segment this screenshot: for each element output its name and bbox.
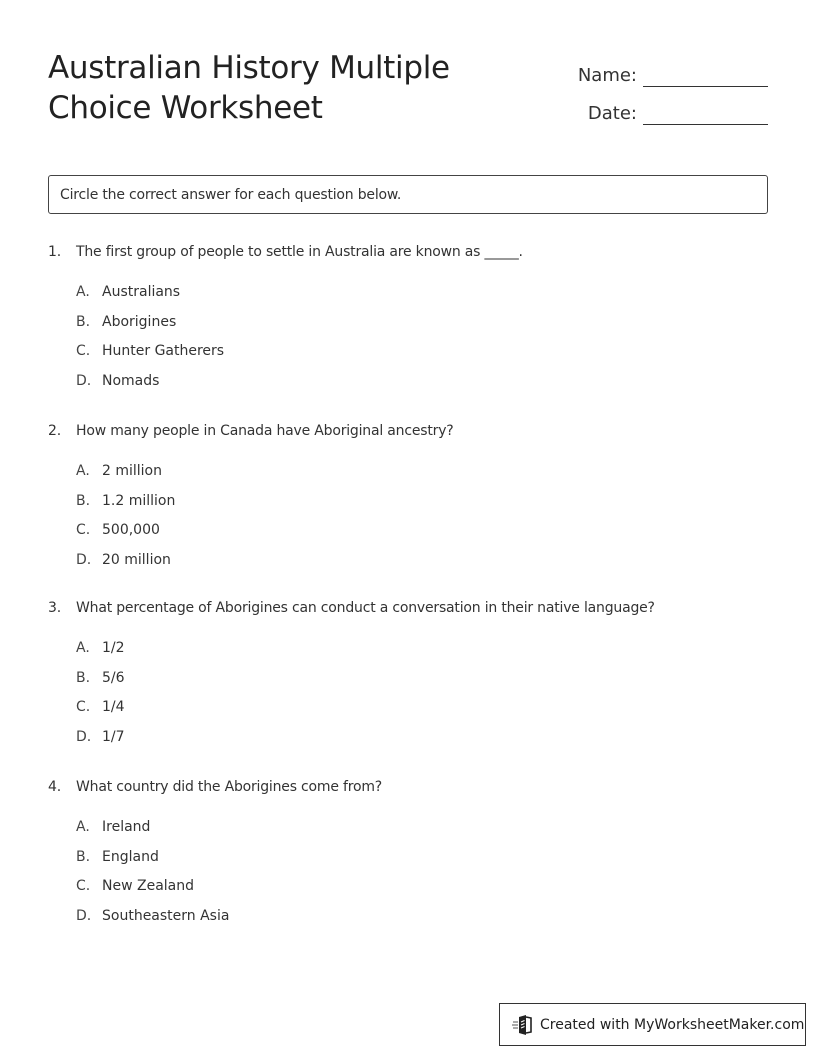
option-text: 2 million <box>102 463 162 479</box>
option-letter: C. <box>76 699 91 715</box>
answer-options <box>48 638 768 756</box>
option-letter: D. <box>76 551 92 568</box>
option-text: Australians <box>102 284 181 300</box>
option-letter: C. <box>76 878 91 894</box>
question-stem <box>48 598 768 618</box>
option-c[interactable] <box>76 520 768 550</box>
option-b[interactable] <box>76 847 768 877</box>
option-text: 500,000 <box>102 522 160 538</box>
option-text: Aborigines <box>102 313 177 330</box>
option-b[interactable] <box>76 668 768 698</box>
option-text: England <box>102 848 159 865</box>
option-d[interactable] <box>76 371 768 401</box>
question-text: The first group of people to settle in Australia are known as _____. <box>76 244 523 260</box>
option-text: Hunter Gatherers <box>102 343 225 359</box>
page-title: Australian History Multiple Choice Worksheet <box>48 50 450 126</box>
question-stem <box>48 421 768 441</box>
name-blank-line[interactable] <box>643 67 768 87</box>
option-letter: C. <box>76 343 91 359</box>
question-2 <box>48 421 768 579</box>
option-text: 1/7 <box>102 728 125 745</box>
option-b[interactable] <box>76 491 768 521</box>
question-text: What percentage of Aborigines can conduct a conversation in their native language? <box>76 600 655 616</box>
option-text: 5/6 <box>102 669 125 686</box>
question-text: What country did the Aborigines come from? <box>76 779 383 795</box>
option-letter: D. <box>76 372 92 389</box>
option-letter: D. <box>76 907 92 924</box>
question-3 <box>48 598 768 756</box>
name-label: Name: <box>577 65 637 86</box>
question-stem <box>48 777 768 797</box>
option-letter: D. <box>76 728 92 745</box>
footer-text: Created with MyWorksheetMaker.com <box>540 1016 805 1033</box>
question-number: 3. <box>48 600 61 616</box>
worksheet-maker-logo-icon <box>512 1014 534 1036</box>
option-letter: C. <box>76 522 91 538</box>
option-letter: B. <box>76 669 91 686</box>
option-text: 20 million <box>102 551 171 568</box>
option-text: 1/4 <box>102 699 125 715</box>
name-field[interactable] <box>568 50 768 88</box>
option-text: Southeastern Asia <box>102 907 230 924</box>
question-4 <box>48 777 768 935</box>
option-b[interactable] <box>76 312 768 342</box>
option-d[interactable] <box>76 550 768 580</box>
option-d[interactable] <box>76 906 768 936</box>
question-number: 4. <box>48 779 61 795</box>
option-letter: B. <box>76 848 91 865</box>
question-number: 2. <box>48 423 61 439</box>
answer-options <box>48 817 768 935</box>
option-c[interactable] <box>76 876 768 906</box>
option-c[interactable] <box>76 697 768 727</box>
question-number: 1. <box>48 244 61 260</box>
option-letter: A. <box>76 463 90 479</box>
student-info <box>568 50 768 126</box>
option-text: 1/2 <box>102 640 125 656</box>
option-a[interactable] <box>76 461 768 491</box>
option-a[interactable] <box>76 638 768 668</box>
question-text: How many people in Canada have Aboriginal ancestry? <box>76 423 454 439</box>
option-a[interactable] <box>76 817 768 847</box>
date-blank-line[interactable] <box>643 105 768 125</box>
option-d[interactable] <box>76 727 768 757</box>
instructions-box: Circle the correct answer for each question below. <box>48 175 768 214</box>
question-stem <box>48 242 768 262</box>
created-with-badge[interactable] <box>499 1003 806 1046</box>
answer-options <box>48 461 768 579</box>
question-1 <box>48 242 768 400</box>
date-field[interactable] <box>568 88 768 126</box>
option-letter: A. <box>76 819 90 835</box>
option-letter: B. <box>76 313 91 330</box>
option-text: Ireland <box>102 819 151 835</box>
answer-options <box>48 282 768 400</box>
option-letter: B. <box>76 492 91 509</box>
option-a[interactable] <box>76 282 768 312</box>
date-label: Date: <box>587 103 637 124</box>
option-letter: A. <box>76 640 90 656</box>
option-text: New Zealand <box>102 878 194 894</box>
option-c[interactable] <box>76 341 768 371</box>
option-letter: A. <box>76 284 90 300</box>
option-text: 1.2 million <box>102 492 176 509</box>
option-text: Nomads <box>102 372 160 389</box>
